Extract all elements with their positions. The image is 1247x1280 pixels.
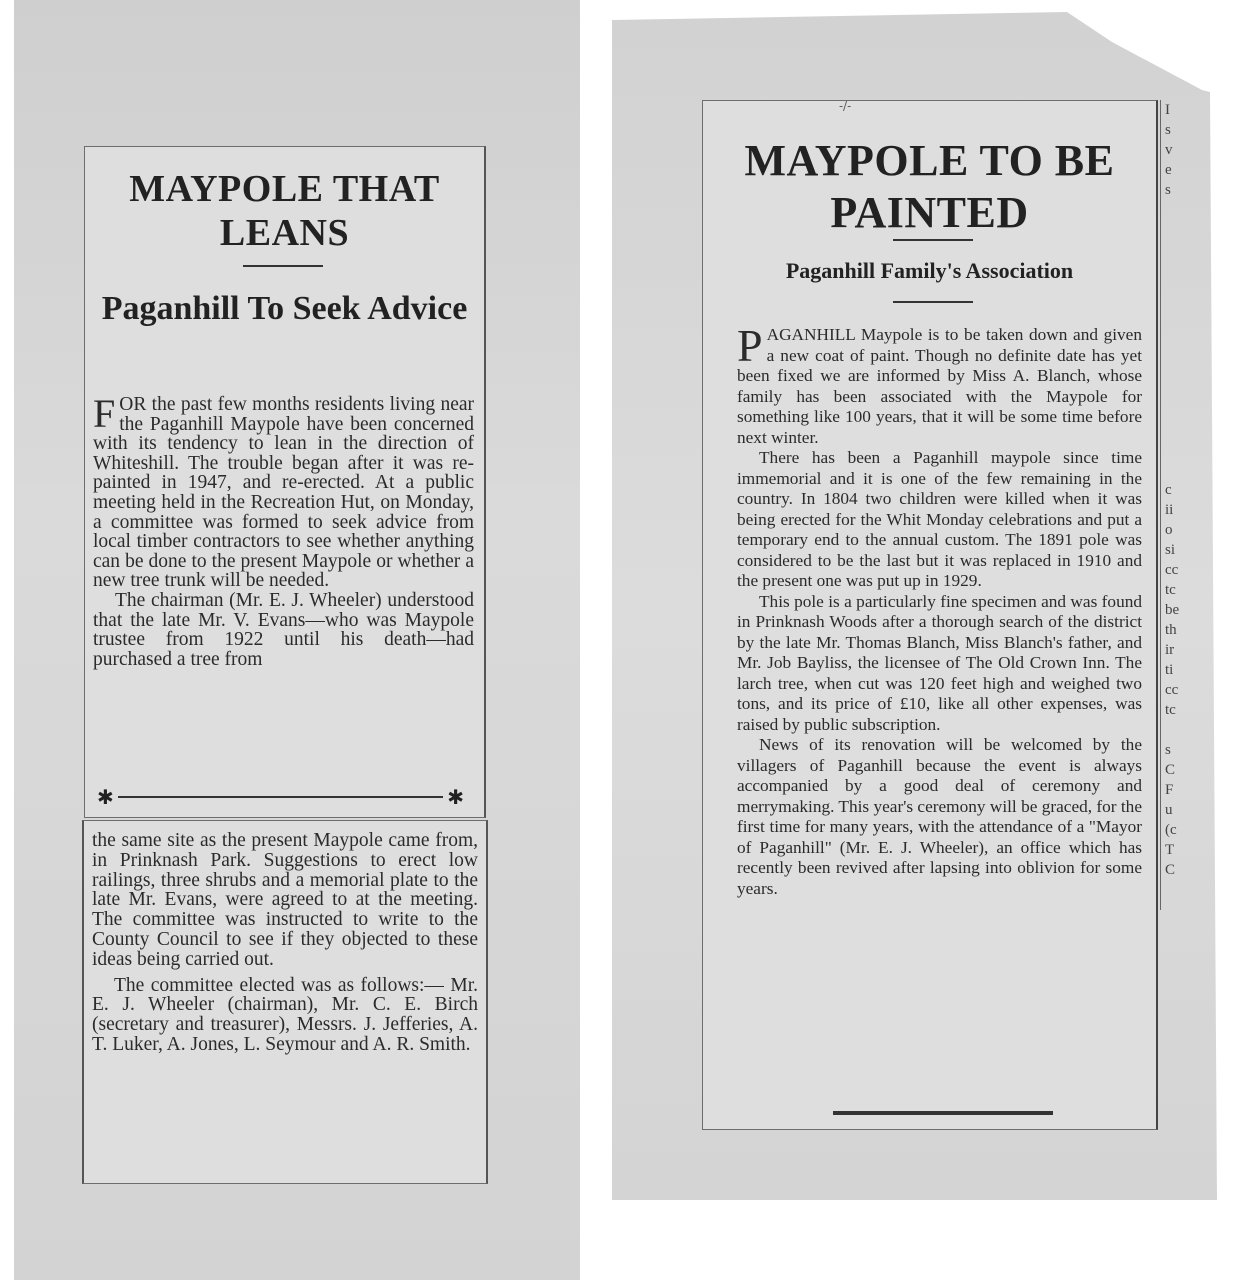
margin-fragment: tc [1165,702,1176,718]
margin-fragment [1161,400,1191,420]
margin-fragment: s [1165,122,1171,138]
left-clipping-top [84,146,486,818]
left-dropcap: F [93,391,116,436]
left-headline: MAYPOLE THAT LEANS [129,168,440,254]
left-column-break-ornament [97,787,464,807]
right-end-rule [833,1111,1053,1115]
margin-fragment [1161,220,1191,240]
margin-fragment: s [1165,182,1171,198]
margin-fragment [1161,200,1191,220]
right-headline: MAYPOLE TO BE PAINTED [744,136,1115,237]
asterisk-ornament-left: ✱ [97,785,114,809]
left-continuation-paragraph-2: The committee elected was as follows:— Mr. E. J. Wheeler (chairman), Mr. C. E. Birch (secretary and treasurer), Messrs. J. Jefferies, A. T. Luker, A. Jones, L. Seymour and A. R. Smith. [92,974,478,1055]
margin-fragment [1161,420,1191,440]
right-clipping [702,100,1158,1130]
margin-fragment: th [1165,622,1177,638]
margin-fragment: I [1165,102,1170,118]
asterisk-ornament-right: ✱ [447,785,464,809]
margin-fragment: ii [1165,502,1174,518]
margin-fragment [1161,720,1191,740]
margin-fragment: s [1165,742,1171,758]
left-headline-rule [243,265,323,267]
margin-fragment [1161,440,1191,460]
margin-fragment: v [1165,142,1173,158]
margin-fragment [1161,380,1191,400]
left-continuation-body [92,831,478,1055]
left-article-body [93,391,474,670]
left-clipping-continuation [82,820,488,1184]
right-paragraph-2: There has been a Paganhill maypole since time immemorial and it is one of the few remaining in the country. In 1804 two children were killed when it was being erected for the Whit Monday celebrations and put a temporary end to the annual custom. The 1891 pole was considered to be the last but it was replaced in 1910 and the present one was put up in 1929. [737,448,1142,590]
margin-fragment [1161,360,1191,380]
margin-fragment: cc [1165,562,1179,578]
left-continuation-paragraph-1: the same site as the present Maypole came from, in Prinknash Park. Suggestions to erect low railings, three shrubs and a memorial plate to the late Mr. Evans, were agreed to at the meeting. The committee was instructed to write to the County Council to see if they objected to these ideas being carried out. [92,830,478,970]
right-headline-rule [893,239,973,241]
left-paragraph-1 [93,391,474,592]
margin-fragment: u [1165,802,1173,818]
margin-fragment: be [1165,602,1180,618]
margin-fragment [1161,300,1191,320]
left-paragraph-2: The chairman (Mr. E. J. Wheeler) understood that the late Mr. V. Evans—who was Maypole trustee from 1922 until his death—had purchased a tree from [93,589,474,670]
right-dropcap: P [737,320,763,371]
margin-fragment [1161,240,1191,260]
margin-fragment [1161,280,1191,300]
right-paragraph-1-text: AGANHILL Maypole is to be taken down and given a new coat of paint. Though no definite date has yet been fixed we are informed by Miss A. Blanch, whose family has been associated with the Maypole for something like 100 years, that it will be some time before next winter. [737,325,1142,447]
margin-fragment: e [1165,162,1172,178]
ornament-line [118,796,443,798]
margin-fragment: C [1165,862,1176,878]
left-paragraph-1-text: OR the past few months residents living near the Paganhill Maypole have been concerned with its tendency to lean in the direction of Whiteshill. The trouble began after it was re-painted in 1947, and re-erected. At a public meeting held in the Recreation Hut, on Monday, a committee was formed to seek advice from local timber contractors to see whether anything can be done to the present Maypole or whether a new tree trunk will be needed. [93,394,474,592]
right-paragraph-4: News of its renovation will be welcomed by the villagers of Paganhill because the event is always accompanied by a good deal of ceremony and merrymaking. This year's ceremony will be graced, for the first time for many years, with the attendance of a "Mayor of Paganhill" (Mr. E. J. Wheeler), an office which has recently been revived after lapsing into oblivion for some years. [737,735,1142,898]
margin-fragment: ir [1165,642,1175,658]
margin-fragment: cc [1165,682,1179,698]
top-crop-mark: -/- [839,99,852,113]
margin-fragment [1161,260,1191,280]
margin-fragment: (c [1165,822,1177,838]
margin-fragment: F [1165,782,1174,798]
margin-fragment: c [1165,482,1172,498]
margin-fragment [1161,340,1191,360]
adjacent-column-fragments [1160,100,1191,910]
margin-fragment: C [1165,762,1176,778]
margin-fragment: ti [1165,662,1174,678]
left-subheadline: Paganhill To Seek Advice [101,290,468,327]
margin-fragment [1161,460,1191,480]
margin-fragment [1161,320,1191,340]
margin-fragment: o [1165,522,1173,538]
right-subheadline-rule [893,301,973,303]
margin-fragment: si [1165,542,1176,558]
right-paragraph-1 [737,320,1142,448]
right-paragraph-3: This pole is a particularly fine specimen and was found in Prinknash Woods after a thorough search of the district by the late Mr. Thomas Blanch, Miss Blanch's father, and Mr. Job Bayliss, the licensee of The Old Crown Inn. The larch tree, when cut was 120 feet high and weighed two tons, and its price of £10, like all other expenses, was raised by public subscription. [737,591,1142,734]
right-article-body [737,320,1142,899]
right-subheadline: Paganhill Family's Association [785,258,1074,283]
margin-fragment: tc [1165,582,1176,598]
margin-fragment: T [1165,842,1175,858]
